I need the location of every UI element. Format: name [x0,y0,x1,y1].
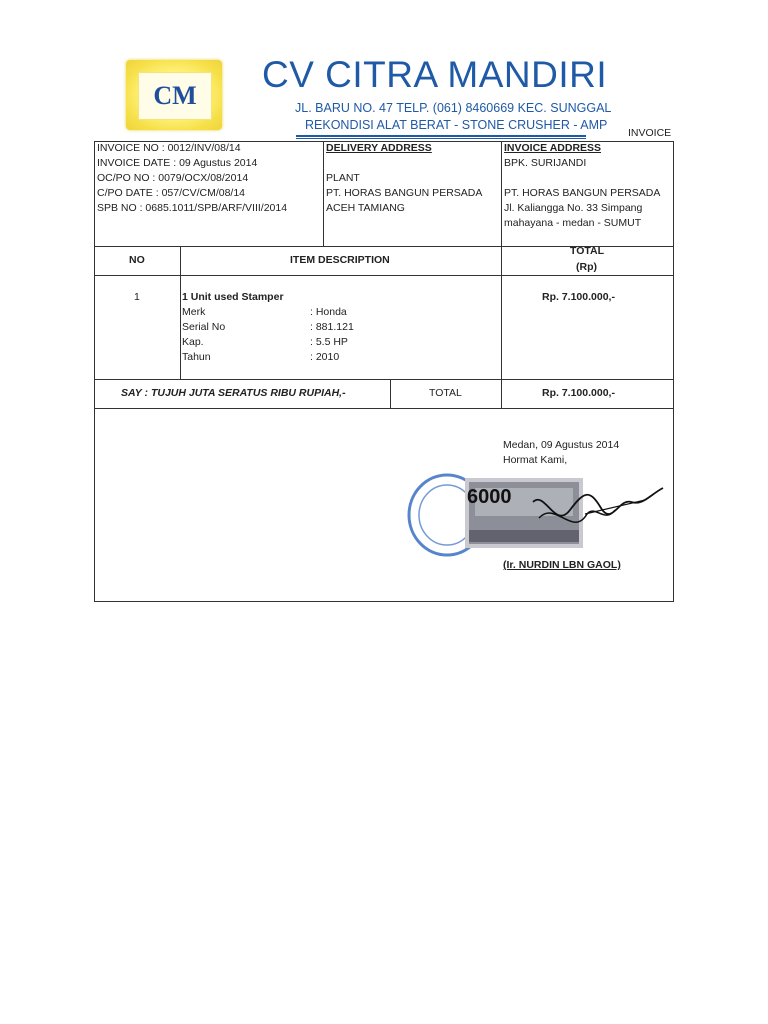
delivery-line: PLANT [326,172,360,184]
spec-label: Tahun [182,351,211,363]
col-header-description: ITEM DESCRIPTION [290,254,390,266]
revenue-stamp-value: 6000 [467,486,512,508]
rule-say-divider [390,379,391,408]
document-title: INVOICE [628,127,672,139]
col-header-no: NO [129,254,145,266]
delivery-line: PT. HORAS BANGUN PERSADA [326,187,483,199]
invoice-address-line: mahayana - medan - SUMUT [504,217,642,229]
company-tagline: REKONDISI ALAT BERAT - STONE CRUSHER - AMP [305,118,608,132]
tagline-rule-thin [296,138,586,139]
spec-label: Kap. [182,336,204,348]
spb-no: SPB NO : 0685.1011/SPB/ARF/VIII/2014 [97,202,288,214]
company-logo [126,60,222,130]
logo-mark: CM [138,72,212,120]
rule-total-divider [501,246,502,408]
invoice-no: INVOICE NO : 0012/INV/08/14 [97,142,241,154]
item-no: 1 [134,291,140,303]
spec-value: : Honda [310,306,347,318]
company-address: JL. BARU NO. 47 TELP. (061) 8460669 KEC. SUNGGAL [295,101,612,115]
oc-po-no: OC/PO NO : 0079/OCX/08/2014 [97,172,249,184]
rule-info-divider [323,141,324,246]
spec-value: : 881.121 [310,321,354,333]
col-header-total: TOTAL [570,245,605,257]
spec-value: : 5.5 HP [310,336,348,348]
rule-header-bottom [94,275,674,276]
spec-value: : 2010 [310,351,340,363]
signatory-name: (Ir. NURDIN LBN GAOL) [503,559,621,571]
rule-item-bottom [94,379,674,380]
col-header-total-unit: (Rp) [576,261,597,273]
stamp-graphic [405,470,670,565]
rule-address-divider [501,141,502,246]
rule-summary-bottom [94,408,674,409]
c-po-date: C/PO DATE : 057/CV/CM/08/14 [97,187,246,199]
amount-in-words: SAY : TUJUH JUTA SERATUS RIBU RUPIAH,- [121,387,346,399]
spec-label: Serial No [182,321,226,333]
invoice-address-heading: INVOICE ADDRESS [504,142,602,154]
tagline-rule [296,135,586,137]
invoice-address-line: Jl. Kaliangga No. 33 Simpang [504,202,643,214]
item-title: 1 Unit used Stamper [182,291,284,303]
invoice-address-line: PT. HORAS BANGUN PERSADA [504,187,661,199]
item-amount: Rp. 7.100.000,- [542,291,615,303]
spec-label: Merk [182,306,206,318]
delivery-line: ACEH TAMIANG [326,202,405,214]
signature-place-date: Medan, 09 Agustus 2014 [503,439,620,451]
invoice-address-line: BPK. SURIJANDI [504,157,587,169]
invoice-date: INVOICE DATE : 09 Agustus 2014 [97,157,258,169]
company-stamp-and-signature [405,470,670,565]
total-amount: Rp. 7.100.000,- [542,387,615,399]
rule-no-divider [180,246,181,379]
signature-greeting: Hormat Kami, [503,454,568,466]
total-label: TOTAL [429,387,462,399]
company-name: CV CITRA MANDIRI [262,54,608,95]
delivery-heading: DELIVERY ADDRESS [326,142,432,154]
